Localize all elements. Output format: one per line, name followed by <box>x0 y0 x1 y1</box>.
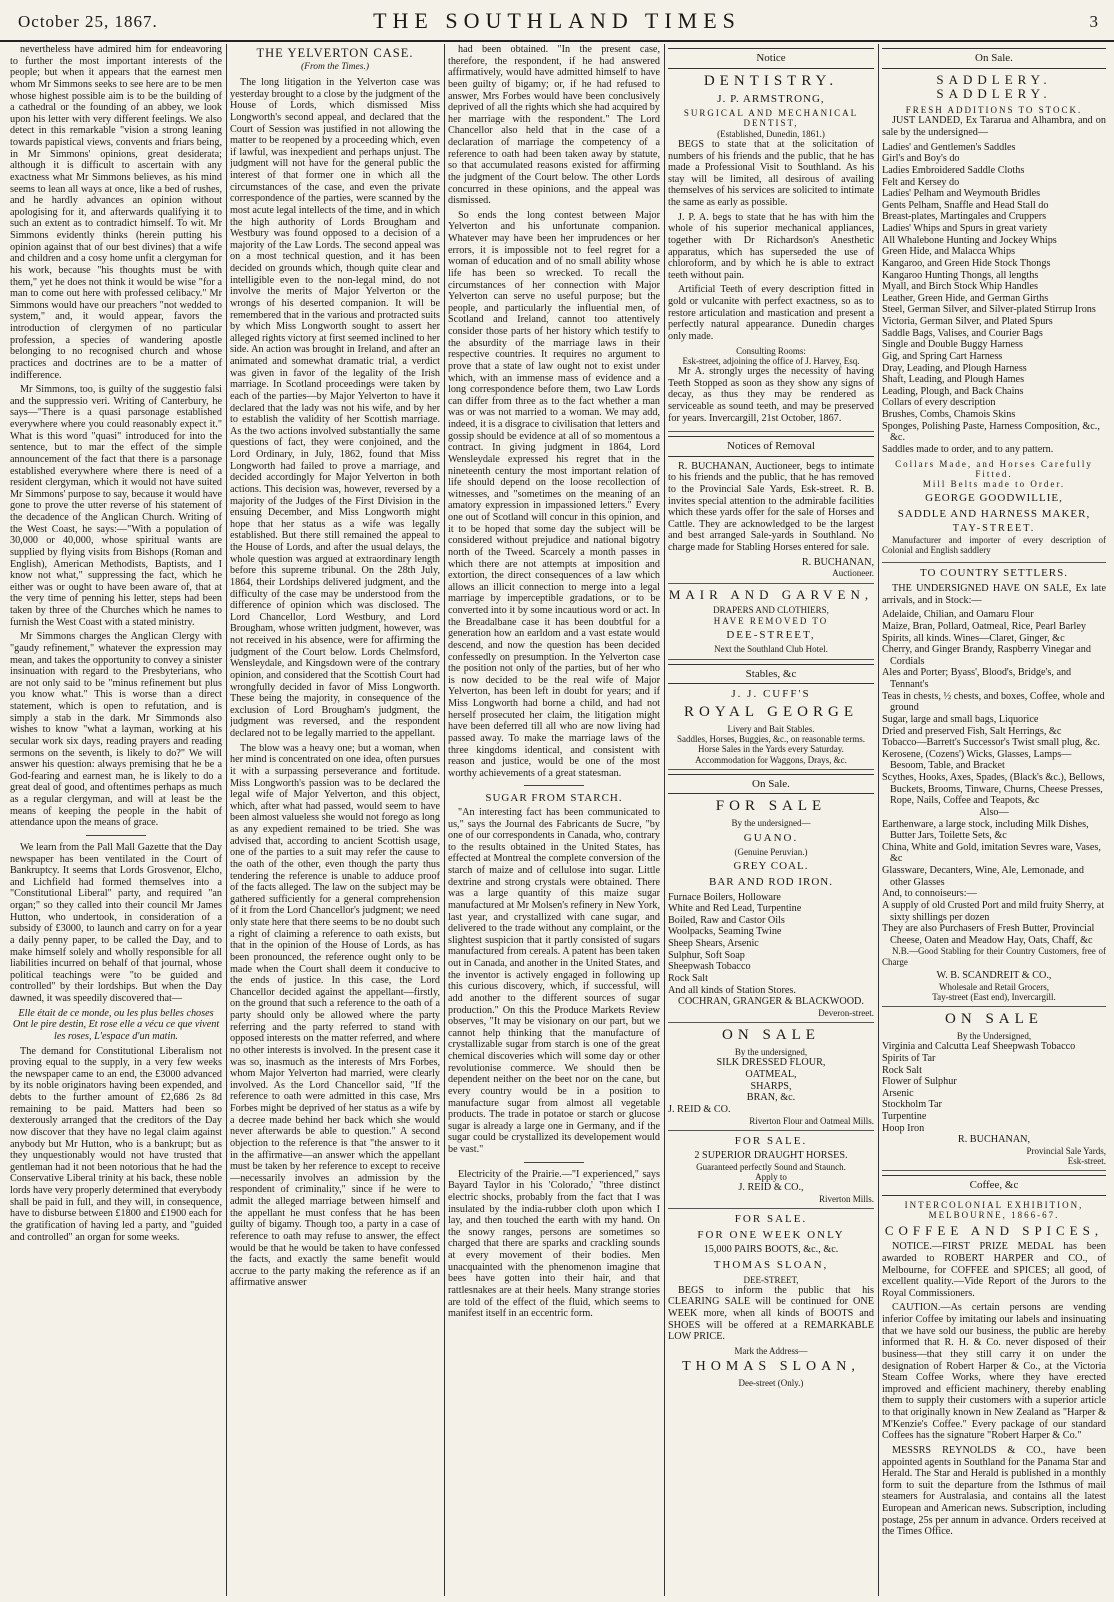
advert-title: TO COUNTRY SETTLERS. <box>919 567 1069 580</box>
advert-name: 2 SUPERIOR DRAUGHT HORSES. <box>694 1150 848 1162</box>
advert-address: Riverton Flour and Oatmeal Mills. <box>749 1115 874 1126</box>
list-item: Ladies' Pelham and Weymouth Bridles <box>882 188 1041 200</box>
article-paragraph: nevertheless have admired him for endeavoring to further the most important interests of the people; but when it appears that the earnest men whom Mr Simmons seeks to see here are to be men whose highest possible aim is to be the building of a cathedral or the founding of an abbey, we look upon his letter with very different feelings. We also detect in this remarkable "vision a strong leaning towards papistical views, convents and friars being, in Mr Simmons' opinions, great desiderata; although it is difficult to ascertain with any exactness what Mr Simmons believes, as his mind seems to lean all ways at once, like a bed of rushes, and he hardly advances an opinion without apologising for it, and afterwards qualifying it to such an extent as to contradict himself. To wit. Mr Simmons evidently thinks (herein putting his opinion against that of our best divines) that a wife and children and a cosy home unfit a clergyman for his work, because "his thoughts must be with them," yet he does not think it would be wise "for a man to come out here with professed celibacy." Mr Simmons would have our preachers "not wedded to system," and, it would appear, favors the introduction of clergymen of no particular profession, a species of wandering apostle belonging to no recognised church and whose practices and doctrines are to be a matter of indifference. <box>10 44 222 381</box>
advert-address: Dee-street (Only.) <box>738 1378 804 1389</box>
advert-address: TAY-STREET. <box>952 523 1036 535</box>
column-rule <box>664 44 665 1596</box>
section-heading: On Sale. <box>668 774 874 795</box>
advert-text: JUST LANDED, Ex Tararua and Alhambra, and on sale by the undersigned— <box>882 115 1106 139</box>
article-source: (From the Times.) <box>301 62 369 73</box>
advert-text: R. BUCHANAN, Auctioneer, begs to intimate to his friends and the public, that he has removed to the Provincial Sale Yards, Esk-street. R. B. invites special attention to the admirable facilities which these yards offer for the sale of Horses and Cattle. They are acknowledged to be the largest and best arranged Sale-yards in Southland. No charge made for Stabling Horses entered for sale. <box>668 460 874 554</box>
list-item: A supply of old Crusted Port and mild fruity Sherry, at sixty shillings per dozen <box>882 899 1105 923</box>
page-number: 3 <box>1089 12 1098 31</box>
verse-quote: Elle était de ce monde, ou les plus belles choses Ont le pire destin, Et rose elle a vécu ce que vivent les roses, L'espace d'un matin. <box>12 1007 220 1042</box>
list-item: Breast-plates, Martingales and Cruppers <box>882 211 1047 223</box>
list-item: Turpentine <box>882 1111 927 1123</box>
advert-address: Esk-street. <box>1067 1156 1106 1167</box>
advert-signature: Auctioneer. <box>832 568 874 579</box>
newspaper-title: THE SOUTHLAND TIMES <box>373 8 741 33</box>
advert-text: Artificial Teeth of every description fitted in gold or vulcanite with perfect exactness, so as to restore articulation and mastication and present a perfectly natural appearance. Dunedin charges only made. <box>668 284 874 342</box>
section-heading: On Sale. <box>882 48 1106 69</box>
advert-name: J. P. ARMSTRONG, <box>717 92 825 105</box>
list-item: Hoop Iron <box>882 1122 925 1134</box>
article-heading: THE YELVERTON CASE. <box>256 46 414 60</box>
list-item: Single and Double Buggy Harness <box>882 339 1023 351</box>
advert-text: Mr A. strongly urges the necessity of having Teeth Stopped as soon as they show any signs of decay, as thus they may be rendered as serviceable as sound teeth, and may be preserved for years. Invercargill, 21st October, 1867. <box>668 366 874 424</box>
list-item: Saddles made to order, and to any pattern. <box>882 443 1054 455</box>
list-item: Ladies Embroidered Saddle Cloths <box>882 164 1025 176</box>
advert-title: ON SALE <box>945 1011 1043 1027</box>
column-rule <box>444 44 445 1596</box>
advert-text: NOTICE.—FIRST PRIZE MEDAL has been awarded to ROBERT HARPER and CO., of Melbourne, for COFFEE and SPICES; all good, of excellent quality.—Vide Report of the Jurors to the Royal Commissioners. <box>882 1241 1106 1299</box>
list-item: Flower of Sulphur <box>882 1076 957 1088</box>
list-item: Woolpacks, Seaming Twine <box>668 926 782 938</box>
advert-text: CAUTION.—As certain persons are vending inferior Coffee by imitating our labels and insinuating that we have sold our business, the public are hereby informed that R. H. & Co. never disposed of their business—that they still carry it on under the designation of Robert Harper & Co., at the Victoria Steam Coffee Works, where they have erected improved and efficient machinery, thereby enabling them to supply their customers with a superior article to that originally known in New Zealand as "Harper & M'Kenzie's Coffee." Every package of our standard Coffees has the signature "Robert Harper & Co." <box>882 1302 1106 1442</box>
list-item: Virginia and Calcutta Leaf Sheepwash Tobacco <box>882 1041 1076 1053</box>
advert-name: BAR AND ROD IRON. <box>709 876 833 888</box>
list-item: Also— <box>979 806 1009 818</box>
list-item: OATMEAL, <box>745 1069 797 1080</box>
advert-subtitle: By the undersigned, <box>734 1047 808 1058</box>
advert-text: BEGS to inform the public that his CLEARING SALE will be continued for ONE WEEK more, when all kinds of BOOTS and SHOES will be offered at a REMARKABLE LOW PRICE. <box>668 1284 874 1343</box>
advert-signature: THOMAS SLOAN, <box>713 1258 829 1271</box>
advert-subtitle: (Genuine Peruvian.) <box>734 847 808 858</box>
article-paragraph: "An interesting fact has been communicated to us," says the Journal des Fabricants de Sucre, "by one of our correspondents in Canada, who, contrary to the results obtained in the United States, has effected at Montreal the complete conversion of the starch of maize and of cellulose into sugar. Little dextrine and strong crystals were obtained. There was a large quantity of this maize sugar manufactured at Mr Molsen's refinery in New York, last year, and crystallized with cane sugar, and delivered to the trade without any complaint, or the slightest suspicion that it partly consisted of sugars manufactured from cereals. A patent has been taken out in Canada, and another in the United States, and the inventor is actively engaged in following up this curious discovery, which, if successful, will add another to the different sources of sugar production." On this the Produce Markets Review observes, "It may be visionary on our part, but we cannot help thinking that the manufacture of crystallizable sugar from starch is one of the great chemical discoveries which will some day or other revolutionise commerce. We should then be dependent neither on the beet nor on the cane, but every country would be in a position to manufacture sugar from almost all vegetable products. The trade in potatoe or starch or glucose sugar is already a large one in Germany, and if the sugar could be crystallized its developement would be vast." <box>448 806 660 1156</box>
list-item: Leather, Green Hide, and German Girths <box>882 292 1049 304</box>
advert-boots <box>668 1213 874 1388</box>
advert-subtitle: Wholesale and Retail Grocers, <box>939 981 1049 992</box>
article-paragraph: We learn from the Pall Mall Gazette that the Day newspaper has been ventilated in the Court of Bankruptcy. It seems that Lords Grosvenor, Elcho, and Lichfield had formed themselves into a "Constitutional Liberal" party, and required "an organ;" so they called into their council Mr James Hutton, who undertook, in consideration of a subsidy of £3000, to launch and carry on for a year a daily penny paper, to be called the Day, and to make himself solely and wholly responsible for all liabilities incurred on behalf of that journal, whose political teachings were "to be guided and controlled" by their lordships. But when the Day dawned, it was speedily discovered that— <box>10 841 222 1004</box>
advert-text: Mill Belts made to Order. <box>922 479 1066 490</box>
list-item: All Whalebone Hunting and Jockey Whips <box>882 234 1057 246</box>
list-item: SILK DRESSED FLOUR, <box>716 1057 826 1069</box>
advert-coffee <box>882 1200 1106 1538</box>
list-item: Gig, and Spring Cart Harness <box>882 350 1003 362</box>
article-paragraph: Electricity of the Prairie.—"I experienced," says Bayard Taylor in his 'Colorado,' "three distinct electric shocks, probably from the fact that I was insulated by the india-rubber cloth upon which I lay, and then touched the earth with my hand. On the snowy ranges, persons are sometimes so charged that there are sparks and crackling sounds at every movement of their bodies. Men unacquainted with the phenomenon imagine that bees have gotten into their hair, and that rattlesnakes are at their heels. Many strange stories are told of the effect of the fluid, which seems to manifest itself in an eccentric form. <box>448 1168 660 1320</box>
advert-title: FOR SALE. <box>734 1213 808 1226</box>
list-item: They are also Purchasers of Fresh Butter, Provincial Cheese, Oaten and Meadow Hay, Oats, Chaff, &c <box>882 923 1095 946</box>
list-item: Steel, German Silver, and Silver-plated Stirrup Irons <box>882 304 1096 316</box>
list-item: Spirits of Tar <box>882 1052 936 1064</box>
advert-title: ROYAL GEORGE <box>683 703 859 720</box>
advert-name: GREY COAL. <box>733 860 809 873</box>
advert-subtitle: By the Undersigned, <box>956 1031 1032 1042</box>
advert-address: Deveron-street. <box>818 1007 874 1018</box>
advert-title: SADDLERY. SADDLERY. <box>936 71 1052 102</box>
advert-dentistry <box>668 73 874 433</box>
list-item: Tobacco—Barrett's Successor's Twist small plug, &c. <box>882 737 1100 749</box>
advert-flour <box>668 1027 874 1131</box>
section-heading: Notices of Removal <box>668 436 874 457</box>
advert-subtitle: MELBOURNE, 1866-67. <box>928 1210 1060 1221</box>
advert-signature: COCHRAN, GRANGER & BLACKWOOD. <box>678 996 864 1008</box>
advert-signature: R. BUCHANAN, <box>801 556 874 568</box>
advert-text: J. P. A. begs to state that he has with him the whole of his superior mechanical appliances, together with Dr Richardson's Anesthetic apparatus, which has superseded the use of chloroform, and by which he is able to extract teeth without pain. <box>668 211 874 281</box>
advert-horses <box>668 1135 874 1210</box>
list-item: Myall, and Birch Stock Whip Handles <box>882 281 1038 293</box>
column-3 <box>448 44 660 1594</box>
list-item: Teas in chests, ½ chests, and boxes, Coffee, whole and ground <box>882 690 1105 714</box>
advert-subtitle: Provincial Sale Yards, <box>1026 1145 1106 1156</box>
list-item: Maize, Bran, Pollard, Oatmeal, Rice, Pearl Barley <box>882 620 1086 632</box>
list-item: Boiled, Raw and Castor Oils <box>668 914 785 926</box>
column-2 <box>230 44 440 1594</box>
advert-royal-george <box>668 688 874 770</box>
article-paragraph: The long litigation in the Yelverton case was yesterday brought to a close by the judgment of the House of Lords, which dismissed Miss Longworth's second appeal, and declared that the Court of Session was justified in not allowing the matter to be reopened by a proceeding which, even if lawful, was inexpedient and perhaps unjust. The judgment will not have for the general public the interest of that former one in which all the circumstances of the case, and even the private correspondence of the parties, were scanned by the most acute legal intellects of the time, and in which the high authority of Lords Brougham and Westbury was found opposed to a decision of a majority of the Law Lords. The second appeal was on a most technical question, and it has been decided on grounds which, though quite clear and intelligible even to the non-legal mind, do not involve the merits of Major Yelverton or the wrongs of his deserted companion. It will be remembered that in the various and protracted suits by which Miss Longworth sought to assert her alleged rights victory at first seemed inclined to her side. An action was brought in Ireland, and after an animated and somewhat dramatic trial, a verdict was given in favor of the legality of the Irish marriage. In Scotland proceedings were taken by each of the parties—by Major Yelverton to have it declared that the lady was not his wife, and by her to establish the validity of her Scottish marriage. As the two actions involved substantially the same questions of fact, they were conjoined, and the Lord Ordinary, in July, 1862, found that Miss Longworth had failed to prove a marriage, and decided accordingly for Major Yelverton in both actions. This decision was, however, reversed by a majority of the Judges of the First Division in the ensuing December, and Miss Longworth might hope that her status as a wife was legally established. But there still remained the appeal to the House of Lords, and after the usual delays, the whole question was argued at extraordinary length before this supreme tribunal. On the 28th July, 1864, their Lordships delivered judgment, and the difficulty of the case may be understood from the difference of opinion which was disclosed. The Lord Chancellor, Lord Westbury, and Lord Brougham, whose written judgment, however, was not received in his absence, were for affirming the judgment of the Court below. Lords Chelmsford, Wensleydale, and Kingsdown were of the contrary opinion, and considered that the Scottish Court had wrongfully decided in favor of Miss Longworth. These being the majority, in consequence of the exclusion of Lord Brougham's judgment, the judgment was reversed, and the respondent declared not to be legally married to the appellant. <box>230 77 440 740</box>
advert-removal <box>668 461 874 584</box>
column-4 <box>668 44 874 1594</box>
advert-guano <box>668 798 874 1023</box>
list-item: White and Red Lead, Turpentine <box>668 903 802 915</box>
advert-text: Accommodation for Waggons, Drays, &c. <box>695 754 847 765</box>
article-paragraph: Mr Simmons charges the Anglican Clergy with "gaudy refinement," whatever the expression may mean, and takes the opportunity to convey a sinister insinuation with regard to the Presbyterians, who are not only said to be "minus refinement but plus you know what." This is worse than a direct statement, which is open to refutation, and is simply a stab in the dark. Mr Simmonds also wishes to know "what a layman, working at his secular work six days, reading prayers and reading sermons on the seventh, is likely to do?" We will answer his question: always premising that he be a God-fearing and earnest man, he is likely to do a great deal of good, and oftentimes perhaps as much as a regular clergyman, and will at least be the means of keeping the people in the habit of attendance upon the means of grace. <box>10 631 222 829</box>
advert-text: Livery and Bait Stables. <box>727 723 815 734</box>
advert-signature: W. B. SCANDREIT & CO., <box>936 969 1052 981</box>
advert-title: MAIR AND GARVEN, <box>668 586 874 602</box>
list-item: And all kinds of Station Stores. <box>668 984 796 996</box>
divider <box>524 1162 584 1163</box>
column-rule <box>226 44 227 1596</box>
list-item: Rock Salt <box>668 972 708 984</box>
list-item: Furnace Boilers, Holloware <box>668 891 781 903</box>
advert-subtitle: FOR ONE WEEK ONLY <box>697 1228 845 1241</box>
list-item: Sugar, large and small bags, Liquorice <box>882 713 1039 725</box>
article-paragraph: So ends the long contest between Major Yelverton and his unfortunate companion. Whatever may have been her imprudences or her errors, it is impossible not to feel regret for a woman of education and of no small ability whose life has been so wrecked. To recall the circumstances of her connection with Major Yelverton can serve no useful purpose; but the people, and particularly the influential men, of Scotland and Ireland, cannot too attentively consider those parts of her history which testify to the absurdity of the marriage laws in their respective countries. It requires no argument to prove that a state of law ought not to exist under which, with an immense mass of evidence and a long correspondence before them, two Law Lords can differ from three as to the fact whether a man was or was not married to a woman. We may add, indeed, it is a disgrace to civilisation that letters and gossip should be evidence at all of so momentous a contract. In giving judgment in 1864, Lord Wensleydale expressed his regret that in the nineteenth century the most important relation of life should depend on the loose recollection of witnesses, and "sometimes on the meaning of an amatory expression in impassioned letters." Every one out of Scotland will concur in this opinion, and it to be hoped that some day the subject will be considered without prejudice and national bigotry north of the Tweed. Scarcely a month passes in which there are not attempts at imposition and extortion, the direct consequences of a law which allows an illicit connection to merge into a legal marriage by imperceptible gradations, or to be converted into it by some incautious word or act. In the Breadalbane case it has been doubtful for a generation how an earldom and a vast estate would descend, and now the question has been decided confessedly on presumption. In the Yelverton case the position not only of the parties, but of her who is now decided to be the real wife of Major Yelverton, has been left in doubt for years; and if Miss Longworth had borne a child, and had not herself prosecuted her claim, the litigation might have been deferred till all who are now living had passed away. To make the marriage laws of the three kingdoms identical, and consistent with reason and justice, would be one of the most worthy achievements of a great statesman. <box>448 209 660 779</box>
list-item: Ladies' Whips and Spurs in great variety <box>882 223 1048 235</box>
divider <box>524 785 584 786</box>
list-item: Spirits, all kinds. Wines—Claret, Ginger, &c <box>882 632 1065 644</box>
advert-signature: J. REID & CO., <box>738 1182 804 1194</box>
advert-signature: GEORGE GOODWILLIE, <box>925 492 1063 505</box>
list-item: Dray, Leading, and Plough Harness <box>882 362 1027 374</box>
list-item: Kangaroo Hunting Thongs, all lengths <box>882 269 1039 281</box>
advert-subtitle: DRAPERS AND CLOTHIERS, <box>713 605 829 616</box>
list-item: China, White and Gold, imitation Sevres ware, Vases, &c <box>882 841 1101 865</box>
list-item: SHARPS, <box>750 1080 792 1092</box>
article-heading: SUGAR FROM STARCH. <box>485 792 623 805</box>
list-item: Brushes, Combs, Chamois Skins <box>882 409 1016 421</box>
advert-subtitle: (Established, Dunedin, 1861.) <box>717 128 825 139</box>
advert-saddlery <box>882 73 1106 564</box>
advert-address: Esk-street, adjoining the office of J. Harvey, Esq. <box>682 355 860 366</box>
advert-text: N.B.—Good Stabling for their Country Customers, free of Charge <box>882 946 1106 967</box>
advert-text: Apply to <box>755 1172 787 1183</box>
advert-text: Horse Sales in the Yards every Saturday. <box>698 744 844 755</box>
column-5 <box>882 44 1106 1594</box>
advert-title: FOR SALE. <box>734 1134 808 1147</box>
advert-buchanan <box>882 1011 1106 1171</box>
advert-subtitle: By the undersigned— <box>731 818 811 829</box>
list-item: Arsenic <box>882 1087 914 1099</box>
section-heading: Coffee, &c <box>882 1175 1106 1196</box>
advert-text: Mark the Address— <box>734 1345 808 1356</box>
issue-date: October 25, 1867. <box>18 12 158 31</box>
list-item: Ladies' and Gentlemen's Saddles <box>882 141 1016 153</box>
section-heading: Stables, &c <box>668 664 874 685</box>
column-rule <box>878 44 879 1596</box>
advert-title: COFFEE AND SPICES, <box>884 1222 1104 1238</box>
advert-text: Collars Made, and Horses Carefully Fitted. <box>895 458 1093 479</box>
list-item: Earthenware, a large stock, including Milk Dishes, Butter Jars, Toilette Sets, &c <box>882 818 1089 842</box>
advert-mair-garven <box>668 588 874 660</box>
list-item: Cherry, and Ginger Brandy, Raspberry Vinegar and Cordials <box>882 644 1091 667</box>
list-item: Rock Salt <box>882 1064 922 1076</box>
list-item: Sheepwash Tobacco <box>668 961 751 973</box>
list-item: Saddle Bags, Valises, and Courier Bags <box>882 327 1043 339</box>
list-item: Victoria, German Silver, and Plated Spurs <box>882 316 1053 328</box>
advert-subtitle: Guaranteed perfectly Sound and Staunch. <box>696 1161 846 1172</box>
list-item: Adelaide, Chilian, and Oamaru Flour <box>882 609 1034 621</box>
article-paragraph: had been obtained. "In the present case, therefore, the respondent, if he had answered affirmatively, would have admitted himself to have been guilty of bigamy; or, if he had refused to answer, Mrs Forbes would have been conclusively deprived of all the rights which she had acquired by her marriage with the respondent." The Lord Chancellor also held that in the case of a declaration of marriage the competency of a reference to oath had been taken away by statute, so that accumulated reasons existed for affirming the judgment of the Court below. The other Lords concurred in these opinions, and the appeal was dismissed. <box>448 44 660 207</box>
section-heading: Notice <box>668 48 874 69</box>
advert-signature: J. REID & CO. <box>668 1103 731 1115</box>
advert-name: GUANO. <box>743 831 799 844</box>
advert-title: DENTISTRY. <box>703 72 839 89</box>
list-item: Felt and Kersey do <box>882 176 960 188</box>
advert-text: MESSRS REYNOLDS & CO., have been appointed agents in Southland for the Panama Star and Herald. The Star and Herald is published in a monthly form to suit the departure from the Isthmus of mail steamers for Australasia, and contains all the latest European and American news. Subscription, including postage, 25s per annum in advance. Orders received at the Times Office. <box>882 1444 1106 1538</box>
advert-name: 15,000 PAIRS BOOTS, &c., &c. <box>703 1244 839 1256</box>
list-item: And, to connoiseurs:— <box>882 888 977 900</box>
list-item: Kangaroo, and Green Hide Stock Thongs <box>882 257 1051 269</box>
column-1 <box>10 44 222 1594</box>
advert-text: Saddles, Horses, Buggies, &c., on reasonable terms. <box>677 734 865 745</box>
advert-address: Riverton Mills. <box>818 1194 874 1205</box>
list-item: Stockholm Tar <box>882 1099 942 1111</box>
article-paragraph: The blow was a heavy one; but a woman, when her mind is concentrated on one idea, often pursues it with a surpassing perseverance and fortitude. Miss Longworth's passion was to be declared the legal wife of Major Yelverton, and this object, which, after what had passed, would seem to have been almost valueless she would not forego as long as any expedient remained to be tried. She was advised that, according to ancient Scottish usage, one of the parties to a suit may refer the cause to the oath of the other, even though the party thus tendering the reference is unable to adduce proof of the facts alleged. The law on the subject may be gathered sufficiently for a general comprehension of it from the Lord Chancellor's judgment; we need only state here that there seems to be no doubt such a right of claiming a reference to oath exists, but that in the opinion of the House of Lords, as has been pronounced, the reference ought only to be made when the Court shall deem it conducive to the ends of justice. In this case, the Lord Chancellor decided against the appellant—firstly, on the ground that such a reference to the oath of a party should only be allowed where the party referring and the party referred to stand with opposed interests on the matter referred, and where no other interests is involved. In the present case it was so, inasmuch as the interests of Mrs Forbes, whom Major Yelverton had married, were clearly involved. As the Lord Chancellor said, "If the reference to oath were admitted in this case, Mrs Forbes might be deprived of her status as a wife by a decree made behind her back which she would never afterwards be able to question." A second objection to the reference is that "the answer to it in the affirmative—an answer which the appellant must be taken by her reference to except to receive—necessarily involves an admission by the respondent of criminality," since if he were to admit the alleged marriage between himself and the appellant he must confess that he has been guilty of bigamy. Though too, a party in a case of reference to oath may refuse to answer, the effect would be that he would be taken to have confessed the facts, and exactly the same benefit would accrue to the party making the reference as if an affirmative answer <box>230 742 440 1289</box>
divider <box>86 835 146 836</box>
list-item: Shaft, Leading, and Plough Hames <box>882 374 1025 386</box>
list-item: Collars of every description <box>882 397 996 409</box>
list-item: Sponges, Polishing Paste, Harness Composition, &c., &c. <box>882 420 1100 444</box>
advert-title: FOR SALE <box>715 798 827 815</box>
advert-text: Manufacturer and importer of every description of Colonial and English saddlery <box>882 534 1106 556</box>
list-item: Sulphur, Soft Soap <box>668 949 745 961</box>
list-item: Kerosene, (Cozens') Wicks, Glasses, Lamps—Besoom, Table, and Bracket <box>882 748 1072 772</box>
advert-country-settlers <box>882 567 1106 1007</box>
advert-text: BEGS to state that at the solicitation of numbers of his friends and the public, that he has made a Professional Visit to Southland. As his stay will be limited, all desirous of availing themselves of his services are solicited to intimate the same as early as possible. <box>668 138 874 209</box>
advert-subtitle: Consulting Rooms: <box>736 345 806 356</box>
advert-subtitle: FRESH ADDITIONS TO STOCK. <box>905 105 1083 116</box>
article-paragraph: Mr Simmons, too, is guilty of the suggestio falsi and the suppressio veri. Writing of Canterbury, he says—"There is a quasi parsonage established everywhere where you could reasonably expect it." What is this word "quasi" introduced for into the sentence, but to mar the effect of the simple announcement of the fact that there is a parsonage established everywhere where there is need of a resident clergyman, which it would not have suited Mr Simmons' purpose to say, because it would have gone to prove the utter reverse of his statement of the decadence of the Anglican Church. Writing of the West Coast, he says:—"With a population of 30,000 or 40,000, whose spiritual wants are supplied by flying visits from Bishops (Roman and English), American Methodists, Baptists, and I know not what," suppressing the fact, which he either was or ought to have been aware of, that at the very time of penning his letter, steps had been taken by three of the Churches which he names to furnish the West Coast with a stated ministry. <box>10 384 222 628</box>
article-paragraph: The demand for Constitutional Liberalism not proving equal to the supply, in a very few weeks the newspaper came to an end, the £3000 advanced by its noble originators having been expended, and debts to the further amount of £2,686 2s 8d remaining to be paid. Matters had been so dexterously arranged that the creditors of the Day now discover that they have no legal claim against anybody but Mr Hutton, who is a bankrupt; but as they unquestionably would not have trusted that gentleman had it not been notorious that he had the Conservative Liberal trinity at his back, these noble lords have very properly determined that everybody shall be paid in full, and they will, in consequence, have to disburse between £1800 and £1900 each for the gratification of having led a party, and "guided and controlled" an organ for some weeks. <box>10 1045 222 1243</box>
list-item: Gents Pelham, Snaffle and Head Stall do <box>882 199 1049 211</box>
list-item: Green Hide, and Malacca Whips <box>882 246 1016 258</box>
list-item: Leading, Plough, and Back Chains <box>882 385 1024 397</box>
list-item: Girl's and Boy's do <box>882 153 960 165</box>
advert-address: DEE-STREET, <box>743 1274 799 1285</box>
advert-text: THE UNDERSIGNED HAVE ON SALE, Ex late arrivals, and in Stock:— <box>882 583 1106 606</box>
advert-subtitle: SURGICAL AND MECHANICAL DENTIST, <box>683 108 859 129</box>
list-item: Scythes, Hooks, Axes, Spades, (Black's &c.), Bellows, Buckets, Brooms, Tinware, Churns, Cheese Presses, Rope, Nails, Coffee and Teapots, &c <box>882 772 1105 807</box>
list-item: Sheep Shears, Arsenic <box>668 938 759 950</box>
list-item: Ales and Porter; Byass', Blood's, Bridge's, and Tennant's <box>882 667 1072 690</box>
advert-subtitle: INTERCOLONIAL EXHIBITION, <box>904 1200 1084 1210</box>
advert-title: ON SALE <box>722 1027 820 1044</box>
masthead <box>0 0 1114 42</box>
advert-name: J. J. CUFF'S <box>731 688 811 701</box>
advert-address: Next the Southland Club Hotel. <box>714 644 828 655</box>
advert-name: DEE-STREET, <box>726 628 816 641</box>
list-item: Glassware, Decanters, Wine, Ale, Lemonade, and other Glasses <box>882 865 1084 888</box>
list-item: BRAN, &c. <box>746 1092 796 1104</box>
advert-address: Tay-street (East end), Invercargill. <box>932 991 1056 1002</box>
advert-signature: R. BUCHANAN, <box>957 1134 1031 1146</box>
advert-signature: THOMAS SLOAN, <box>682 1359 860 1375</box>
advert-subtitle: HAVE REMOVED TO <box>713 615 829 626</box>
advert-subtitle: SADDLE AND HARNESS MAKER, <box>897 507 1091 520</box>
list-item: Dried and preserved Fish, Salt Herrings, &c <box>882 725 1062 737</box>
